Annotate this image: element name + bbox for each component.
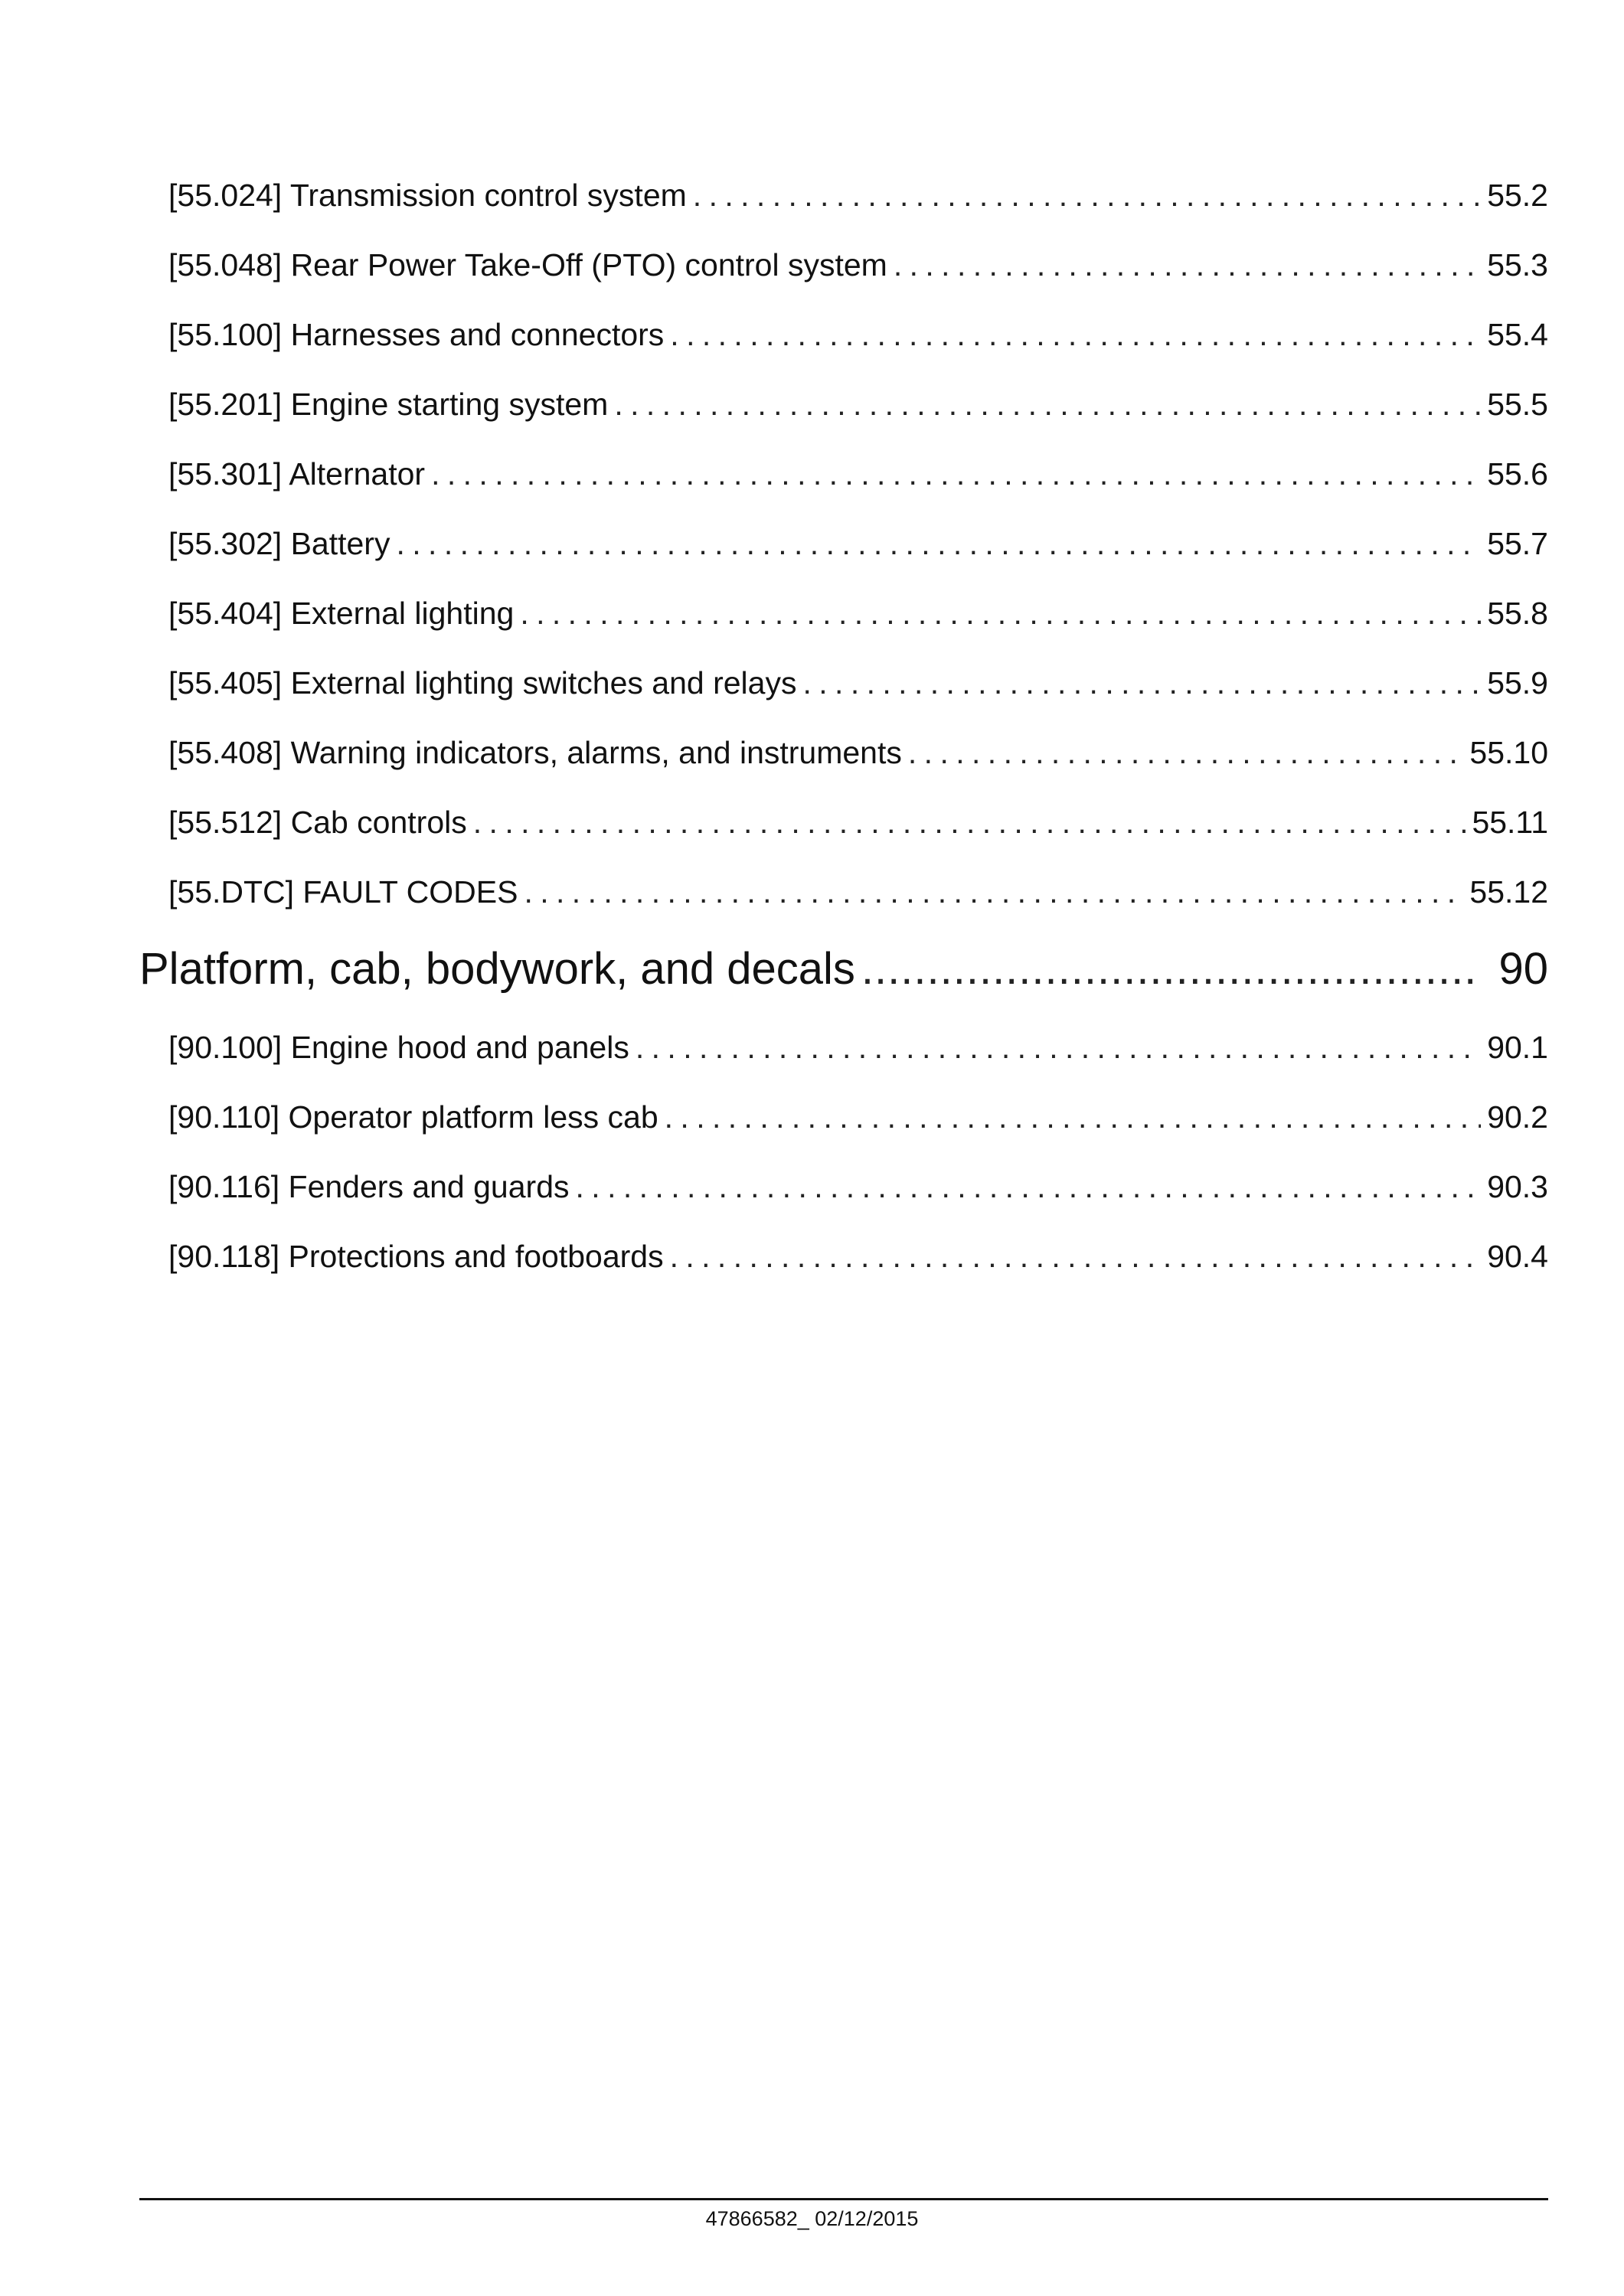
toc-entry-page: 90.3 — [1487, 1169, 1548, 1204]
toc-entry-label: [55.DTC] FAULT CODES — [168, 874, 518, 910]
toc-entry-label: [55.048] Rear Power Take-Off (PTO) control system — [168, 247, 887, 283]
toc-entry-page: 55.11 — [1472, 805, 1548, 840]
toc-entry-55-302[interactable] — [168, 526, 1548, 562]
dot-leader — [520, 596, 1481, 632]
toc-entry-label: [90.118] Protections and footboards — [168, 1239, 664, 1274]
toc-entry-55-405[interactable] — [168, 665, 1548, 701]
footer-divider — [139, 2198, 1548, 2200]
toc-entry-label: [90.116] Fenders and guards — [168, 1169, 570, 1204]
toc-entry-label: [55.302] Battery — [168, 526, 390, 561]
toc-entry-page: 90.4 — [1487, 1239, 1548, 1274]
toc-entry-page: 55.5 — [1487, 387, 1548, 422]
dot-leader — [614, 387, 1481, 423]
toc-entry-55-048[interactable] — [168, 247, 1548, 283]
dot-leader — [693, 178, 1481, 214]
toc-entry-page: 90.1 — [1487, 1030, 1548, 1065]
toc-entry-page: 55.3 — [1487, 247, 1548, 283]
dot-leader — [576, 1169, 1482, 1205]
toc-entry-page: 55.2 — [1487, 178, 1548, 213]
toc-entry-label: [90.110] Operator platform less cab — [168, 1099, 658, 1135]
toc-entry-55-dtc[interactable] — [168, 874, 1548, 910]
toc-chapter-label: Platform, cab, bodywork, and decals — [139, 944, 855, 994]
toc-entry-label: [55.408] Warning indicators, alarms, and instruments — [168, 735, 902, 770]
dot-leader — [636, 1030, 1481, 1066]
toc-entry-55-301[interactable] — [168, 456, 1548, 492]
toc-entry-55-024[interactable] — [168, 178, 1548, 214]
dot-leader — [665, 1099, 1481, 1135]
dot-leader — [802, 665, 1481, 701]
toc-entry-page: 55.10 — [1469, 735, 1548, 770]
toc-entry-page: 55.4 — [1487, 317, 1548, 352]
toc-entry-label: [55.405] External lighting switches and relays — [168, 665, 797, 701]
toc-chapter-90[interactable] — [139, 943, 1548, 994]
toc-entry-label: [55.512] Cab controls — [168, 805, 467, 840]
toc-entry-55-100[interactable] — [168, 317, 1548, 353]
toc-entry-page: 90.2 — [1487, 1099, 1548, 1135]
toc-entry-page: 55.8 — [1487, 596, 1548, 631]
toc-entry-page: 55.12 — [1469, 874, 1548, 910]
toc-entry-label: [55.100] Harnesses and connectors — [168, 317, 665, 352]
toc-entry-90-110[interactable] — [168, 1099, 1548, 1135]
toc-entry-90-118[interactable] — [168, 1239, 1548, 1275]
toc-entry-page: 55.9 — [1487, 665, 1548, 701]
dot-leader — [524, 874, 1463, 910]
toc-entry-55-408[interactable] — [168, 735, 1548, 771]
toc-entry-label: [55.024] Transmission control system — [168, 178, 687, 213]
toc-chapter-page: 90 — [1498, 944, 1548, 994]
dot-leader — [431, 456, 1481, 492]
toc-entry-90-100[interactable] — [168, 1030, 1548, 1066]
toc-entry-55-201[interactable] — [168, 387, 1548, 423]
dot-leader — [396, 526, 1481, 562]
toc-entry-label: [55.201] Engine starting system — [168, 387, 609, 422]
dot-leader — [473, 805, 1466, 841]
footer-document-id: 47866582_ 02/12/2015 — [705, 2207, 919, 2230]
toc-entry-label: [55.404] External lighting — [168, 596, 515, 631]
dot-leader — [670, 1239, 1481, 1275]
toc-entry-label: [90.100] Engine hood and panels — [168, 1030, 629, 1065]
toc-entry-90-116[interactable] — [168, 1169, 1548, 1205]
toc-entry-55-512[interactable] — [168, 805, 1548, 841]
toc-entry-page: 55.7 — [1487, 526, 1548, 561]
dot-leader — [670, 317, 1481, 353]
toc-entry-label: [55.301] Alternator — [168, 456, 426, 492]
dot-leader — [908, 735, 1464, 771]
toc-entry-55-404[interactable] — [168, 596, 1548, 632]
toc-entry-page: 55.6 — [1487, 456, 1548, 492]
dot-leader — [861, 943, 1481, 994]
dot-leader — [894, 247, 1481, 283]
